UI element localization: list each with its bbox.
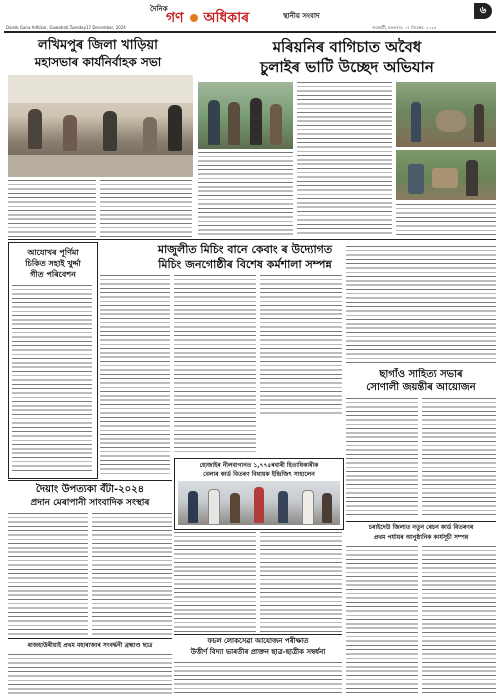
masthead-logo [166,6,249,30]
body-majuli-col1 [100,275,170,475]
section-title: স্থানীয় সংবাদ [283,12,320,20]
body-bottom-left [8,654,172,696]
headline-chhagaon-line2: সোণালী জয়ন্তীৰ আয়োজন [366,382,476,393]
photo-hojai-distribution [178,481,340,525]
headline-moriyoni [198,37,496,77]
body-chhagaon-intro [346,246,496,366]
headline-hojai [177,461,341,479]
body-hojai-col2 [260,532,342,632]
rule-bottom-left [8,638,172,639]
headline-purnima-line1: আযোখৰ পূৰ্ণিমা [27,248,79,257]
headline-lakhimpur [12,37,184,70]
body-doiyang-col2 [92,513,172,635]
url-date-line: Dainik Gana Adhikar, Guwahati,Tuesday17 December, 2024 [6,25,126,30]
headline-purnima-line3: গীত পৰিবেশন [30,270,76,279]
page-number-badge [474,3,492,19]
headline-charaideo [346,523,496,543]
photo-raid-destroyed-kiln [396,82,496,147]
headline-purnima-line2: চিকিত সহাই খুৰ্দ্দা [25,259,81,268]
headline-lakhimpur-line1: লখিমপুৰ জিলা খাড়িয়া [38,38,158,53]
headline-purnima [11,247,95,280]
body-majuli-col3 [260,275,342,415]
headline-majuli-line1: মাজুলীত মিচিং বানে কেবাং ৰ উদ্যোগত [157,243,333,256]
headline-doiyang [8,483,172,510]
headline-vidya-bharati-line1: ফচল লোকসেৱা আযোজন পৰীক্ষাত [207,637,309,645]
headline-hojai-line2: বেলাৰ কাৰ্ড বিতৰণ বিধায়ক ইন্দ্ৰিজিৎ সাহালেন [203,471,315,478]
body-doiyang-col1 [8,513,88,635]
body-moriyoni-col3 [396,204,496,236]
headline-hojai-line1: হোজাইৰ নীলবাগানত ১,৭৭৫ৰবাৰী হিতাধিকাৰীক [199,462,319,469]
logo-right: অধিকাৰ [203,10,250,26]
body-chhagaon-col1 [346,398,418,518]
photo-raid-drums [396,150,496,200]
headline-moriyoni-line2: চুলাইৰ ভাটি উচ্ছেদ অভিযান [260,58,434,76]
body-charaideo-col1 [346,546,418,696]
body-lakhimpur-col2 [100,180,192,237]
body-vidya-bharati [174,662,342,696]
logo-dot-icon [190,14,198,22]
headline-majuli-line2: মিচিং জনগোষ্ঠীৰ বিশেষ কৰ্মশালা সম্পন্ন [158,258,332,271]
page-number: ৬ [479,5,487,16]
rule-charaideo [346,521,496,522]
body-moriyoni-col2 [297,82,392,236]
masthead-prefix: দৈনিক [150,5,168,13]
rule-vidya-bharati [174,634,342,635]
masthead-rule [4,31,496,33]
rule-doiyang [8,480,172,481]
headline-chhagaon [346,368,496,394]
photo-lakhimpur-meeting [8,75,193,177]
headline-moriyoni-line1: মৰিয়নিৰ বাগিচাত অবৈধ [272,38,422,56]
headline-charaideo-line1: চৰাইদেউ জিলাত নতুন ৰেচন কাৰ্ড বিতৰণৰ [368,524,474,531]
box-purnima [8,242,98,479]
body-charaideo-col2 [422,546,496,696]
rule-top-section [8,239,496,240]
body-purnima [12,285,92,473]
body-majuli-col2 [174,275,256,455]
headline-lakhimpur-line2: মহাসভাৰ কাৰ্যনিৰ্বাহক সভা [34,55,162,69]
logo-left: গণ [166,10,184,26]
headline-bottom-left: ৰাজহাউৰীয়াই প্ৰথম মহাৰাজাৰ সংবৰ্দ্ধনী ব্ৰহ্মাণ্ড ছাত্ৰ [27,642,153,649]
box-hojai [174,458,344,530]
headline-chhagaon-line1: ছাগাঁও সাহিত্য সভাৰ [379,369,463,380]
headline-doiyang-line1: দৈয়াং উপত্যকা বঁটা-২০২৪ [35,484,145,495]
masthead [0,0,500,36]
body-hojai-col1 [174,532,256,632]
headline-vidya-bharati-line2: উত্তীৰ্ণ বিদ্যা ভাৰতীৰ প্ৰাক্তন ছাত্ৰ-ছাত্ৰীক সম্বৰ্ধনা [190,648,326,656]
date-right: গুৱাহাটী, মঙলবাৰ, ১৭ ডিচেম্বৰ, ২০২৪ [372,25,437,30]
headline-doiyang-line2: প্ৰদান মেৰাপানী সাংবাদিক সংস্থাৰ [30,498,150,508]
body-moriyoni-col1 [198,152,293,236]
headline-vidya-bharati [174,636,342,658]
photo-raid-officials [198,82,293,149]
body-chhagaon-col2 [422,398,496,518]
body-lakhimpur-col1 [8,180,96,237]
headline-charaideo-line2: প্ৰথম পৰ্যায়ৰ আনুষ্ঠানিক কাৰ্যসূচী সম্পন্ন [373,534,469,541]
